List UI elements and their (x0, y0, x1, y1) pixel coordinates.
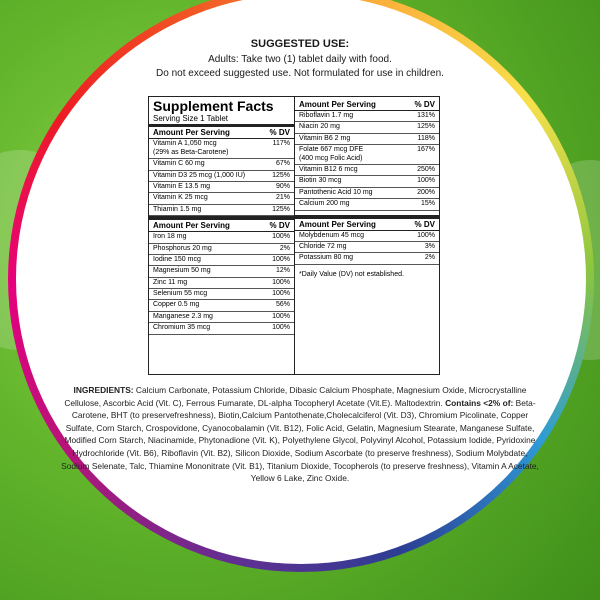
header-amount: Amount Per Serving (153, 221, 230, 231)
nutrient-row (149, 278, 294, 289)
ingredients-block (60, 384, 540, 485)
nutrient-row (295, 122, 439, 133)
facts-left-column (149, 97, 295, 374)
nutrient-row (149, 266, 294, 277)
supplement-facts-panel (148, 96, 440, 375)
nutrient-dv: 125% (417, 123, 435, 131)
facts-title: Supplement Facts (153, 98, 274, 114)
nutrient-row (149, 323, 294, 334)
facts-footnote: *Daily Value (DV) not established. (299, 270, 404, 278)
nutrient-row (149, 193, 294, 204)
nutrient-name: Iron 18 mg (153, 233, 187, 241)
header-amount: Amount Per Serving (299, 100, 376, 109)
nutrient-row (295, 134, 439, 145)
contains-text: Beta-Carotene, BHT (to preservefreshness), Biotin,Calcium Pantothenate,Cholecalciferol (Vit. D3), Chromium Picolinate, Copper Sulfate, Corn Starch, Crospovidone, Cyanocobalamin (Vit. B12), Folic Acid, Gelatin, Magnesium Stearate, Manganese Sulfate, Modified Corn Starch, Niacinamide, Phytonadione (Vit. K), Polyethylene Glycol, Polyvinyl Alcohol, Potassium Iodide, Pyridoxine Hydrochloride (Vit. B6), Riboflavin (Vit. B2), Silicon Dioxide, Sodium Ascorbate (to preserve freshness), Sodium Molybdate, Sodium Selenate, Talc, Thiamine Mononitrate (Vit. B1), Titanium Dioxide, Tocopherols (to preserve freshness), Vitamin A Acetate, Yellow 6 Lake, Zinc Oxide. (61, 397, 539, 484)
nutrient-dv: 118% (417, 134, 435, 142)
nutrient-dv: 100% (272, 278, 290, 286)
nutrient-name: Iodine 150 mcg (153, 255, 201, 263)
nutrient-dv: 250% (417, 165, 435, 173)
nutrient-row (295, 199, 439, 210)
nutrient-name: Zinc 11 mg (153, 278, 188, 286)
nutrient-name: Copper 0.5 mg (153, 301, 200, 309)
nutrient-dv: 100% (417, 177, 435, 185)
suggested-use-title: SUGGESTED USE: (250, 38, 350, 50)
nutrient-name: Folate 667 mcg DFE (400 mcg Folic Acid) (299, 146, 364, 162)
facts-header (295, 97, 439, 111)
facts-right-column (295, 97, 439, 284)
header-dv: % DV (414, 219, 435, 229)
facts-list-vitamins (149, 139, 294, 216)
facts-header (149, 127, 294, 139)
nutrient-row (149, 139, 294, 159)
facts-header (295, 215, 439, 231)
nutrient-dv: 167% (417, 146, 435, 154)
nutrient-dv: 125% (272, 171, 290, 179)
nutrient-name: Vitamin C 60 mg (153, 160, 205, 168)
header-dv: % DV (414, 100, 435, 109)
nutrient-name: Calcium 200 mg (299, 200, 350, 208)
nutrient-dv: 56% (275, 301, 290, 309)
nutrient-name: Biotin 30 mcg (299, 177, 342, 185)
nutrient-row (149, 289, 294, 300)
nutrient-row (149, 255, 294, 266)
nutrient-row (149, 244, 294, 255)
nutrient-name: Phosphorus 20 mg (153, 244, 212, 252)
nutrient-name: Pantothenic Acid 10 mg (299, 188, 373, 196)
nutrient-row (295, 242, 439, 253)
ingredients-label: INGREDIENTS: (73, 385, 134, 395)
header-amount: Amount Per Serving (153, 128, 230, 138)
nutrient-dv: 100% (417, 231, 435, 239)
nutrient-row (295, 111, 439, 122)
nutrient-name: Thiamin 1.5 mg (153, 205, 202, 213)
nutrient-dv: 100% (272, 255, 290, 263)
nutrient-dv: 67% (275, 160, 290, 168)
nutrient-dv: 2% (279, 244, 290, 252)
nutrient-name: Chromium 35 mcg (153, 324, 211, 332)
nutrient-dv: 100% (272, 324, 290, 332)
header-dv: % DV (269, 221, 290, 231)
nutrient-dv: 12% (275, 267, 290, 275)
nutrient-dv: 15% (420, 200, 435, 208)
nutrient-name: Potassium 80 mg (299, 254, 354, 262)
nutrient-name: Manganese 2.3 mg (153, 312, 213, 320)
nutrient-dv: 2% (424, 254, 435, 262)
nutrient-dv: 131% (417, 112, 435, 119)
nutrient-row (295, 176, 439, 187)
nutrient-row (149, 232, 294, 243)
nutrient-row (295, 253, 439, 264)
nutrient-name: Riboflavin 1.7 mg (299, 112, 354, 119)
nutrient-name: Molybdenum 45 mcg (299, 231, 364, 239)
nutrient-dv: 100% (272, 290, 290, 298)
nutrient-dv: 200% (417, 188, 435, 196)
nutrient-dv: 21% (275, 194, 290, 202)
nutrient-row (295, 145, 439, 165)
nutrient-row (149, 159, 294, 170)
nutrient-name: Niacin 20 mg (299, 123, 340, 131)
nutrient-name: Chloride 72 mg (299, 242, 347, 250)
nutrient-dv: 100% (272, 312, 290, 320)
header-dv: % DV (269, 128, 290, 138)
nutrient-name: Vitamin A 1,050 mcg (29% as Beta-Carotene) (153, 140, 229, 156)
ingredients-text: Calcium Carbonate, Potassium Chloride, Dibasic Calcium Phosphate, Magnesium Oxide, Microcrystalline Cellulose, Ascorbic Acid (Vit. C), Ferrous Fumarate, DL-alpha Tocopheryl Acetate (Vit.E). Maltodextrin. (64, 385, 527, 408)
nutrient-dv: 100% (272, 233, 290, 241)
nutrient-name: Vitamin D3 25 mcg (1,000 IU) (153, 171, 246, 179)
serving-size: Serving Size 1 Tablet (149, 114, 294, 127)
nutrient-dv: 90% (275, 182, 290, 190)
nutrient-row (149, 300, 294, 311)
nutrient-dv: 3% (424, 242, 435, 250)
facts-list-minerals (149, 232, 294, 335)
nutrient-dv: 125% (272, 205, 290, 213)
nutrient-row (295, 188, 439, 199)
contains-label: Contains <2% of: (445, 397, 514, 408)
nutrient-name: Vitamin B12 6 mcg (299, 165, 358, 173)
facts-list-trace-minerals (295, 231, 439, 265)
facts-list-b-vitamins (295, 111, 439, 211)
nutrient-row (295, 231, 439, 242)
nutrient-row (295, 165, 439, 176)
nutrient-name: Vitamin E 13.5 mg (153, 182, 211, 190)
suggested-use-warning: Do not exceed suggested use. Not formulated for use in children. (156, 68, 444, 79)
nutrient-dv: 117% (272, 140, 290, 148)
nutrient-name: Selenium 55 mcg (153, 290, 208, 298)
nutrient-row (149, 312, 294, 323)
facts-header (149, 216, 294, 232)
nutrient-name: Vitamin B6 2 mg (299, 134, 351, 142)
header-amount: Amount Per Serving (299, 219, 376, 229)
nutrient-name: Magnesium 50 mg (153, 267, 211, 275)
suggested-use-dosage: Adults: Take two (1) tablet daily with food. (208, 54, 392, 65)
nutrient-row (149, 205, 294, 216)
nutrient-row (149, 182, 294, 193)
nutrient-name: Vitamin K 25 mcg (153, 194, 208, 202)
nutrient-row (149, 171, 294, 182)
